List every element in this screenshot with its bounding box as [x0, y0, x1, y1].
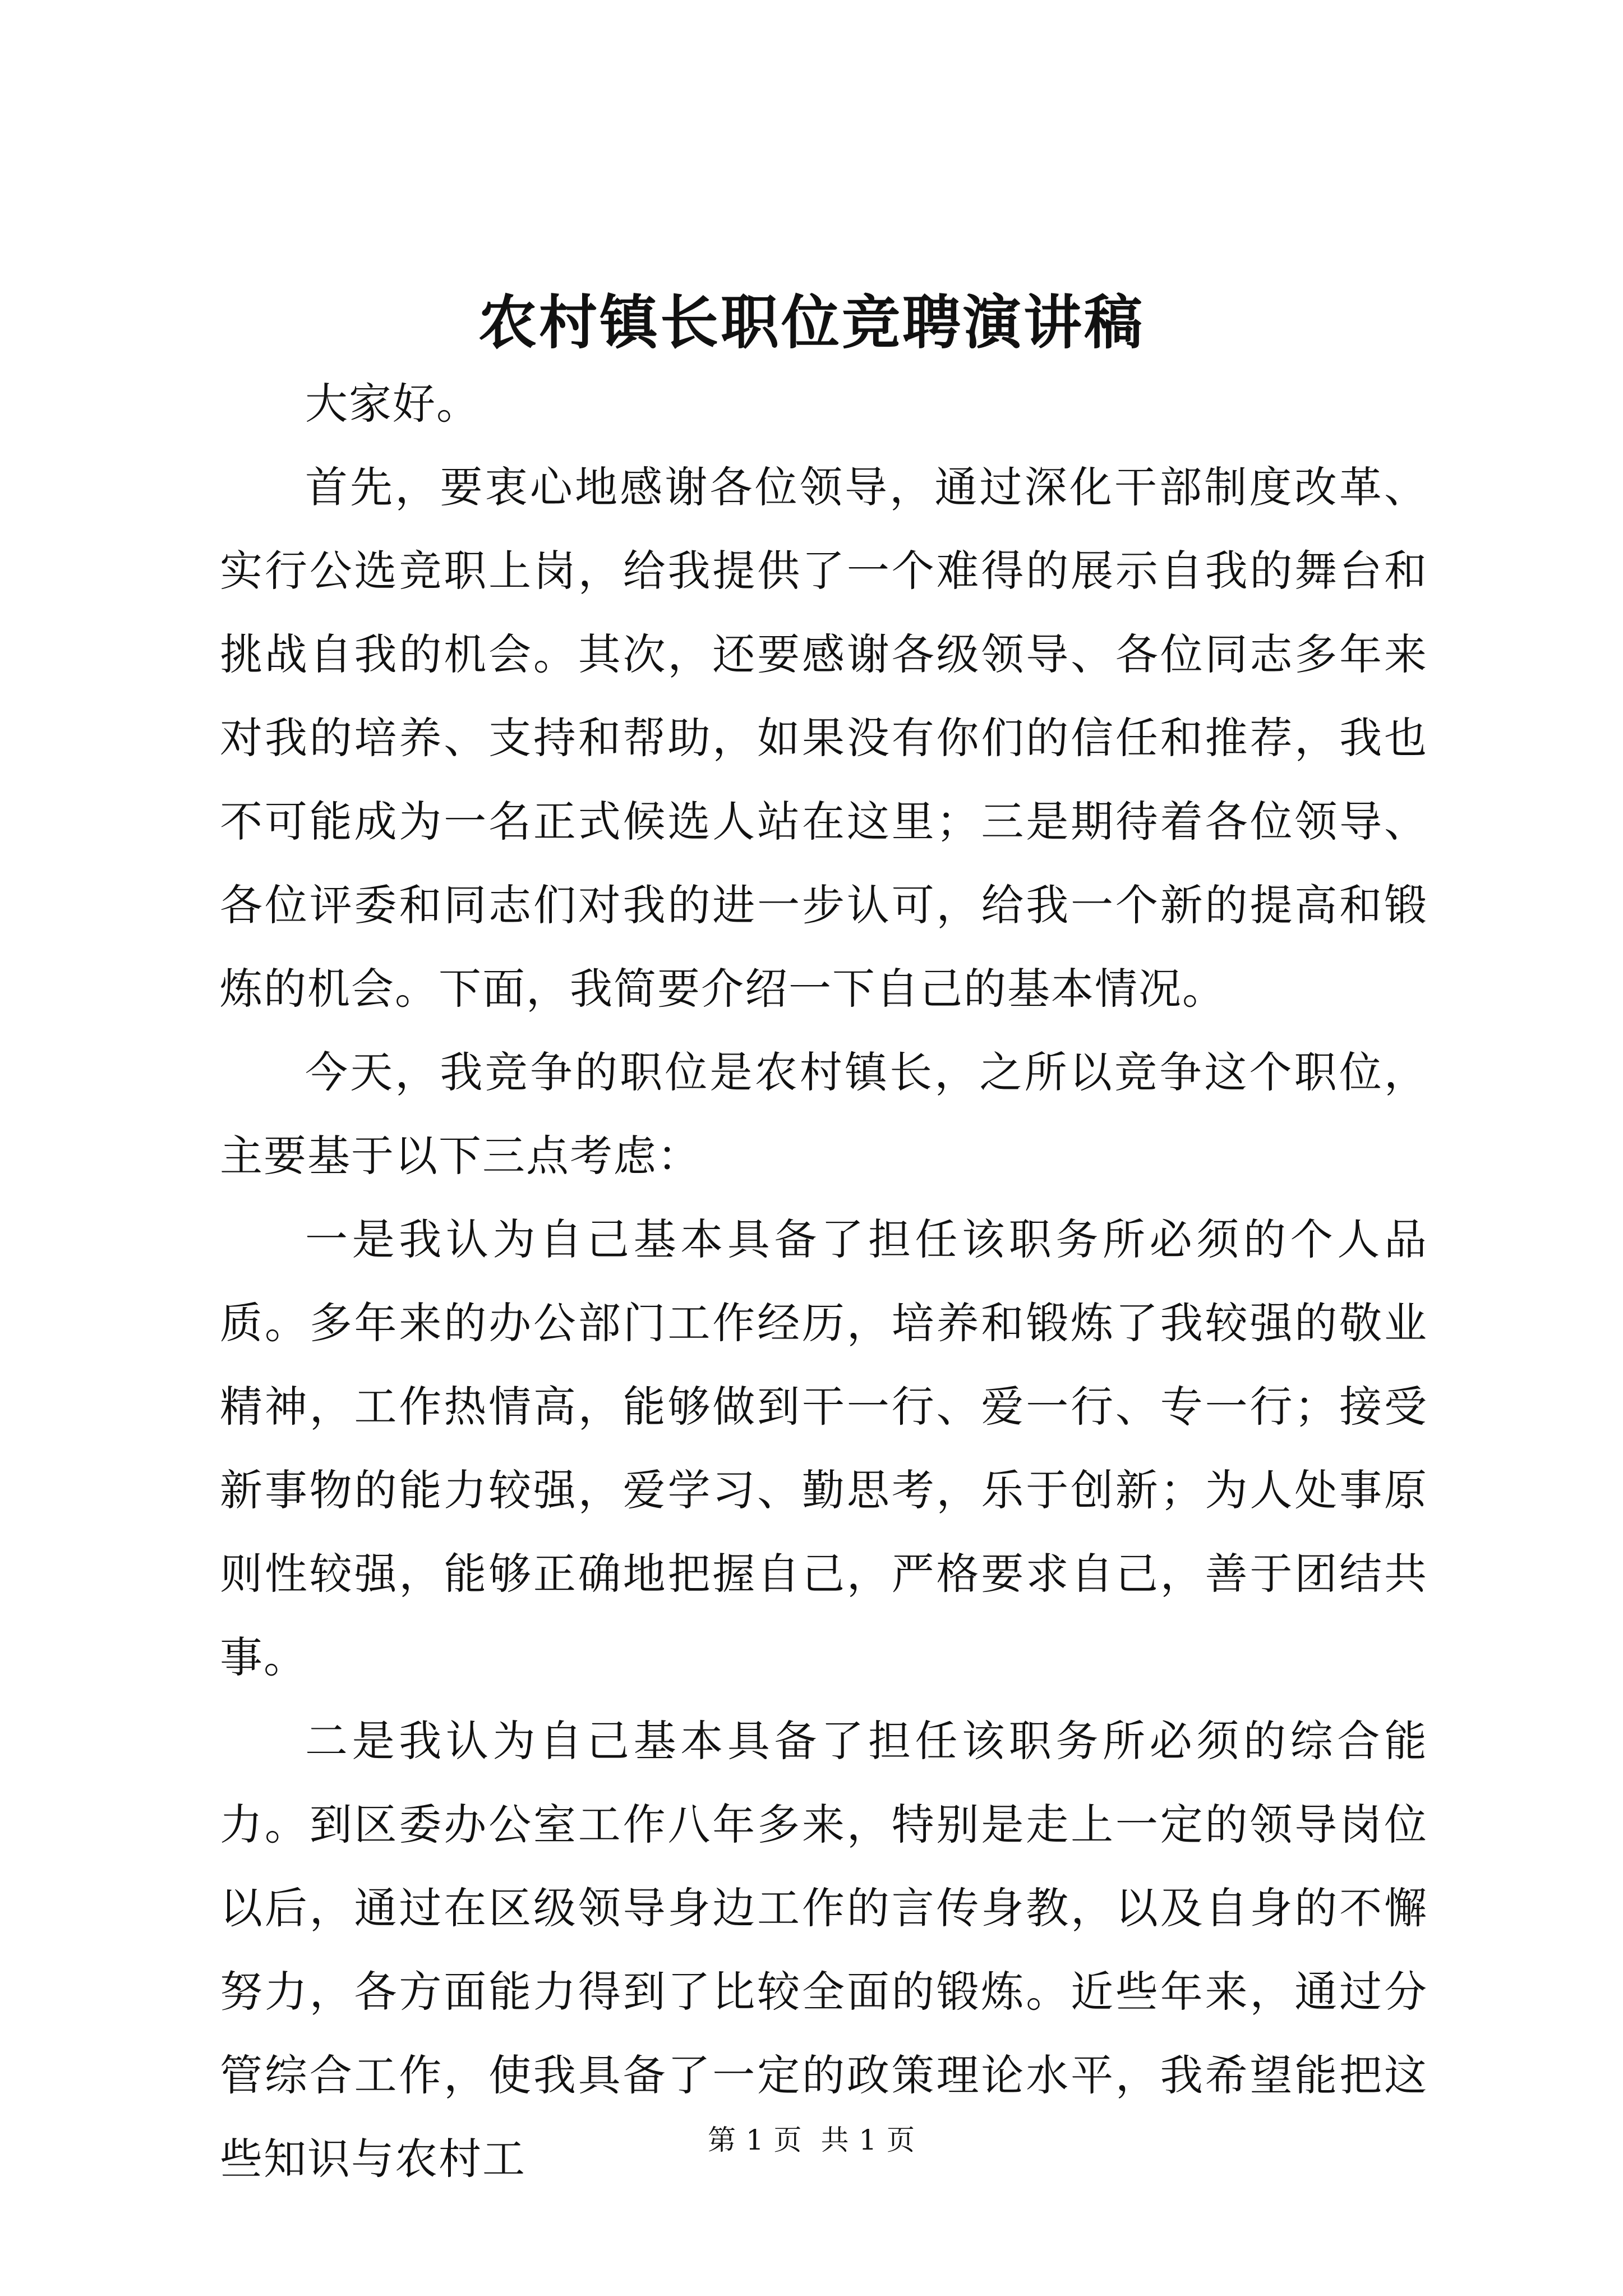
- page-footer: [0, 2118, 1623, 2162]
- paragraph-thanks: 首先，要衷心地感谢各位领导，通过深化干部制度改革、实行公选竞职上岗，给我提供了一个难得的展示自我的舞台和挑战自我的机会。其次，还要感谢各级领导、各位同志多年来对我的培养、支持和帮助，如果没有你们的信任和推荐，我也不可能成为一名正式候选人站在这里；三是期待着各位领导、各位评委和同志们对我的进一步认可，给我一个新的提高和锻炼的机会。下面，我简要介绍一下自己的基本情况。: [220, 462, 1428, 1014]
- page-title: 农村镇长职位竞聘演讲稿: [478, 288, 1145, 357]
- document-body: [220, 362, 1428, 2201]
- page-number: 第 1 页: [707, 2124, 803, 2156]
- paragraph-reason-one: 一是我认为自己基本具备了担任该职务所必须的个人品质。多年来的办公部门工作经历，培养和锻炼了我较强的敬业精神，工作热情高，能够做到干一行、爱一行、专一行；接受新事物的能力较强，爱学习、勤思考，乐于创新；为人处事原则性较强，能够正确地把握自己，严格要求自己，善于团结共事。: [220, 1214, 1428, 1682]
- paragraph-reason-two: 二是我认为自己基本具备了担任该职务所必须的综合能力。到区委办公室工作八年多来，特别是走上一定的领导岗位以后，通过在区级领导身边工作的言传身教，以及自身的不懈努力，各方面能力得到了比较全面的锻炼。近些年来，通过分管综合工作，使我具备了一定的政策理论水平，我希望能把这些知识与农村工: [220, 1716, 1428, 2184]
- page-total: 共 1 页: [820, 2124, 916, 2156]
- paragraph-greeting: 大家好。: [305, 379, 480, 429]
- paragraph-position: 今天，我竞争的职位是农村镇长，之所以竞争这个职位，主要基于以下三点考虑：: [220, 1047, 1428, 1181]
